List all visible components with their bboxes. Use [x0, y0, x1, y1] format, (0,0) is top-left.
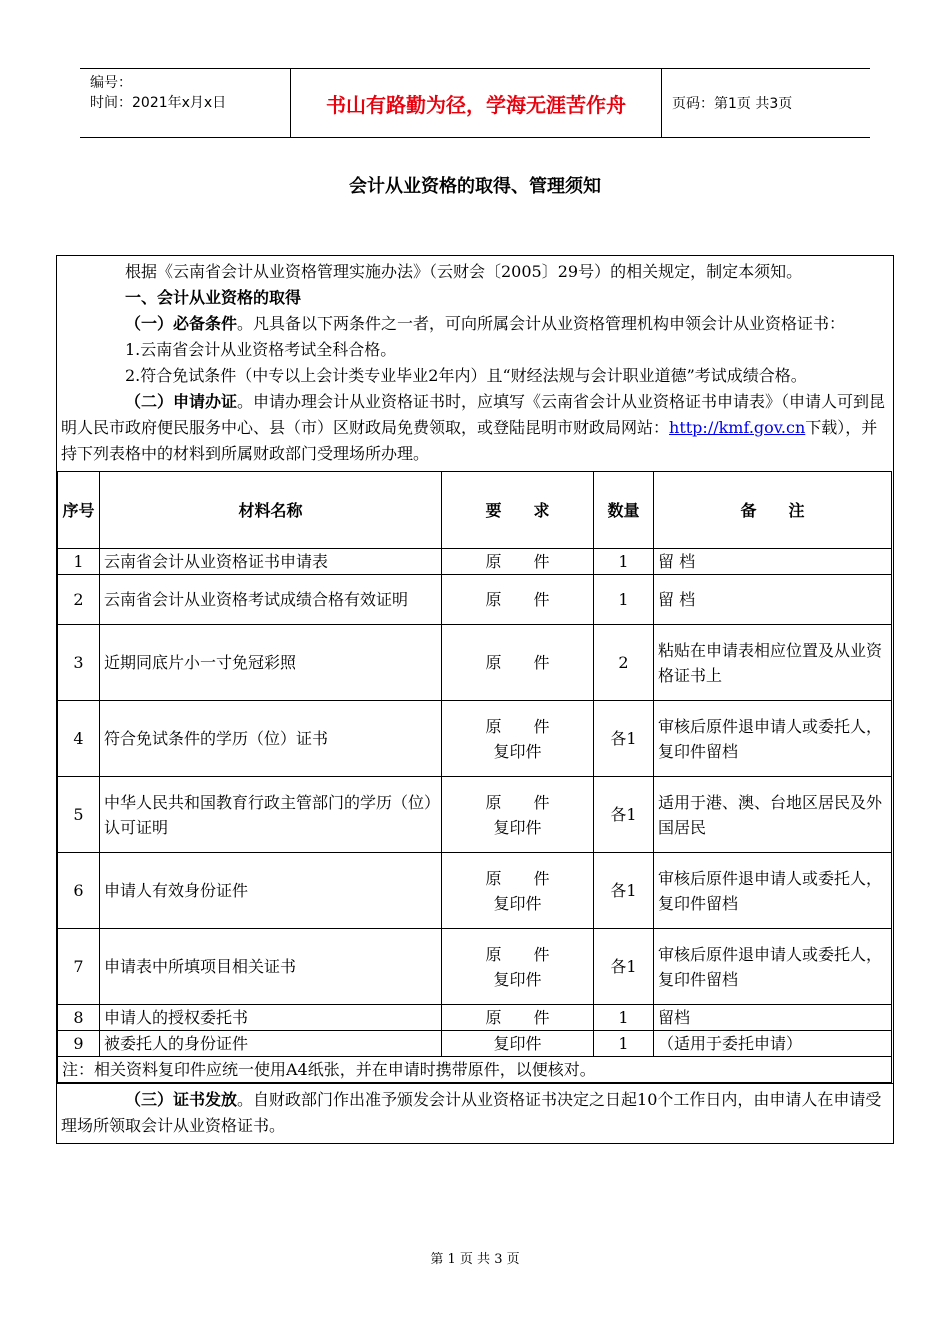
condition-item-2: 2.符合免试条件（中专以上会计类专业毕业2年内）且“财经法规与会计职业道德”考试成绩合格。: [125, 366, 807, 385]
note: 粘贴在申请表相应位置及从业资格证书上: [654, 625, 892, 701]
table-row: [58, 1005, 892, 1031]
table-row: [58, 575, 892, 625]
table-row: [58, 549, 892, 575]
note: 适用于港、澳、台地区居民及外国居民: [654, 777, 892, 853]
table-header-row: [58, 472, 892, 549]
material-name: 被委托人的身份证件: [100, 1031, 442, 1057]
quantity: 1: [594, 1005, 654, 1031]
sub-heading: （一）必备条件: [125, 314, 238, 333]
quantity: 各1: [594, 929, 654, 1005]
requirement: 原 件: [442, 549, 594, 575]
note: 审核后原件退申请人或委托人，复印件留档: [654, 853, 892, 929]
requirement: 原 件 复印件: [442, 929, 594, 1005]
material-name: 中华人民共和国教育行政主管部门的学历（位）认可证明: [100, 777, 442, 853]
application-paragraph: [61, 389, 889, 467]
col-header-name: 材料名称: [100, 472, 442, 549]
quantity: 各1: [594, 853, 654, 929]
requirement: 复印件: [442, 1031, 594, 1057]
requirement: 原 件 复印件: [442, 701, 594, 777]
sub-text: 下载），并持下列表格中的材料到所属财政部门受理场所办理。: [61, 418, 878, 463]
table-footnote: 注：相关资料复印件应统一使用A4纸张，并在申请时携带原件，以便核对。: [58, 1057, 892, 1083]
document-title: 会计从业资格的取得、管理须知: [349, 176, 601, 197]
row-number: 2: [58, 575, 100, 625]
section-heading: 一、会计从业资格的取得: [125, 288, 302, 307]
header-meta: [80, 69, 290, 137]
note: 审核后原件退申请人或委托人，复印件留档: [654, 929, 892, 1005]
requirement: 原 件 复印件: [442, 777, 594, 853]
quantity: 2: [594, 625, 654, 701]
material-name: 云南省会计从业资格证书申请表: [100, 549, 442, 575]
sub-text: 。自财政部门作出准予颁发会计从业资格证书决定之日起10个工作日内，由申请人在申请受理场所领取会计从业资格证书。: [61, 1090, 882, 1135]
page-footer: 第 1 页 共 3 页: [430, 1252, 520, 1267]
col-header-quantity: 数量: [594, 472, 654, 549]
material-name: 申请人有效身份证件: [100, 853, 442, 929]
note: 留档: [654, 1005, 892, 1031]
row-number: 9: [58, 1031, 100, 1057]
material-name: 云南省会计从业资格考试成绩合格有效证明: [100, 575, 442, 625]
material-name: 符合免试条件的学历（位）证书: [100, 701, 442, 777]
table-row: [58, 1031, 892, 1057]
col-header-requirement: 要 求: [442, 472, 594, 549]
quantity: 1: [594, 549, 654, 575]
table-footnote-row: [58, 1057, 892, 1083]
intro-paragraph: 根据《云南省会计从业资格管理实施办法》（云财会〔2005〕29号）的相关规定，制定本须知。: [125, 262, 803, 281]
note: （适用于委托申请）: [654, 1031, 892, 1057]
website-link[interactable]: http://kmf.gov.cn: [669, 418, 806, 437]
issuance-paragraph: [61, 1087, 889, 1139]
note: 留 档: [654, 575, 892, 625]
material-name: 申请人的授权委托书: [100, 1005, 442, 1031]
header-page-info: 页码：第1页 共3页: [672, 96, 793, 112]
requirement: 原 件: [442, 575, 594, 625]
col-header-no: 序号: [58, 472, 100, 549]
row-number: 6: [58, 853, 100, 929]
document-number: 编号：: [90, 75, 132, 91]
row-number: 4: [58, 701, 100, 777]
condition-item-1: 1.云南省会计从业资格考试全科合格。: [125, 340, 397, 359]
note: 审核后原件退申请人或委托人，复印件留档: [654, 701, 892, 777]
quantity: 1: [594, 575, 654, 625]
table-row: [58, 625, 892, 701]
material-name: 近期同底片小一寸免冠彩照: [100, 625, 442, 701]
issuance-section: [57, 1083, 893, 1143]
page-header: [80, 68, 870, 138]
quantity: 各1: [594, 701, 654, 777]
header-motto: 书山有路勤为径，学海无涯苦作舟: [290, 69, 662, 137]
sub-text: 。申请办理会计从业资格证书时，应填写《云南省会计从业资格证书申请表》（申请人可到昆明人民市政府便民服务中心、县（市）区财政局免费领取，或登陆昆明市财政局网站：: [61, 392, 886, 437]
requirement: 原 件: [442, 625, 594, 701]
note: 留 档: [654, 549, 892, 575]
table-row: [58, 777, 892, 853]
row-number: 1: [58, 549, 100, 575]
sub-heading: （三）证书发放: [125, 1090, 238, 1109]
content-frame: [56, 255, 894, 1144]
row-number: 7: [58, 929, 100, 1005]
quantity: 各1: [594, 777, 654, 853]
requirements-paragraph: [61, 311, 889, 337]
requirement: 原 件 复印件: [442, 853, 594, 929]
sub-text: 。凡具备以下两条件之一者，可向所属会计从业资格管理机构申领会计从业资格证书：: [237, 314, 846, 333]
row-number: 5: [58, 777, 100, 853]
materials-table: [57, 471, 892, 1083]
table-row: [58, 701, 892, 777]
row-number: 8: [58, 1005, 100, 1031]
material-name: 申请表中所填项目相关证书: [100, 929, 442, 1005]
quantity: 1: [594, 1031, 654, 1057]
document-time: 时间：2021年x月x日: [90, 95, 227, 111]
intro-section: [57, 256, 893, 471]
table-body: [58, 549, 892, 1057]
table-row: [58, 853, 892, 929]
table-row: [58, 929, 892, 1005]
requirement: 原 件: [442, 1005, 594, 1031]
row-number: 3: [58, 625, 100, 701]
col-header-note: 备 注: [654, 472, 892, 549]
sub-heading: （二）申请办证: [125, 392, 238, 411]
